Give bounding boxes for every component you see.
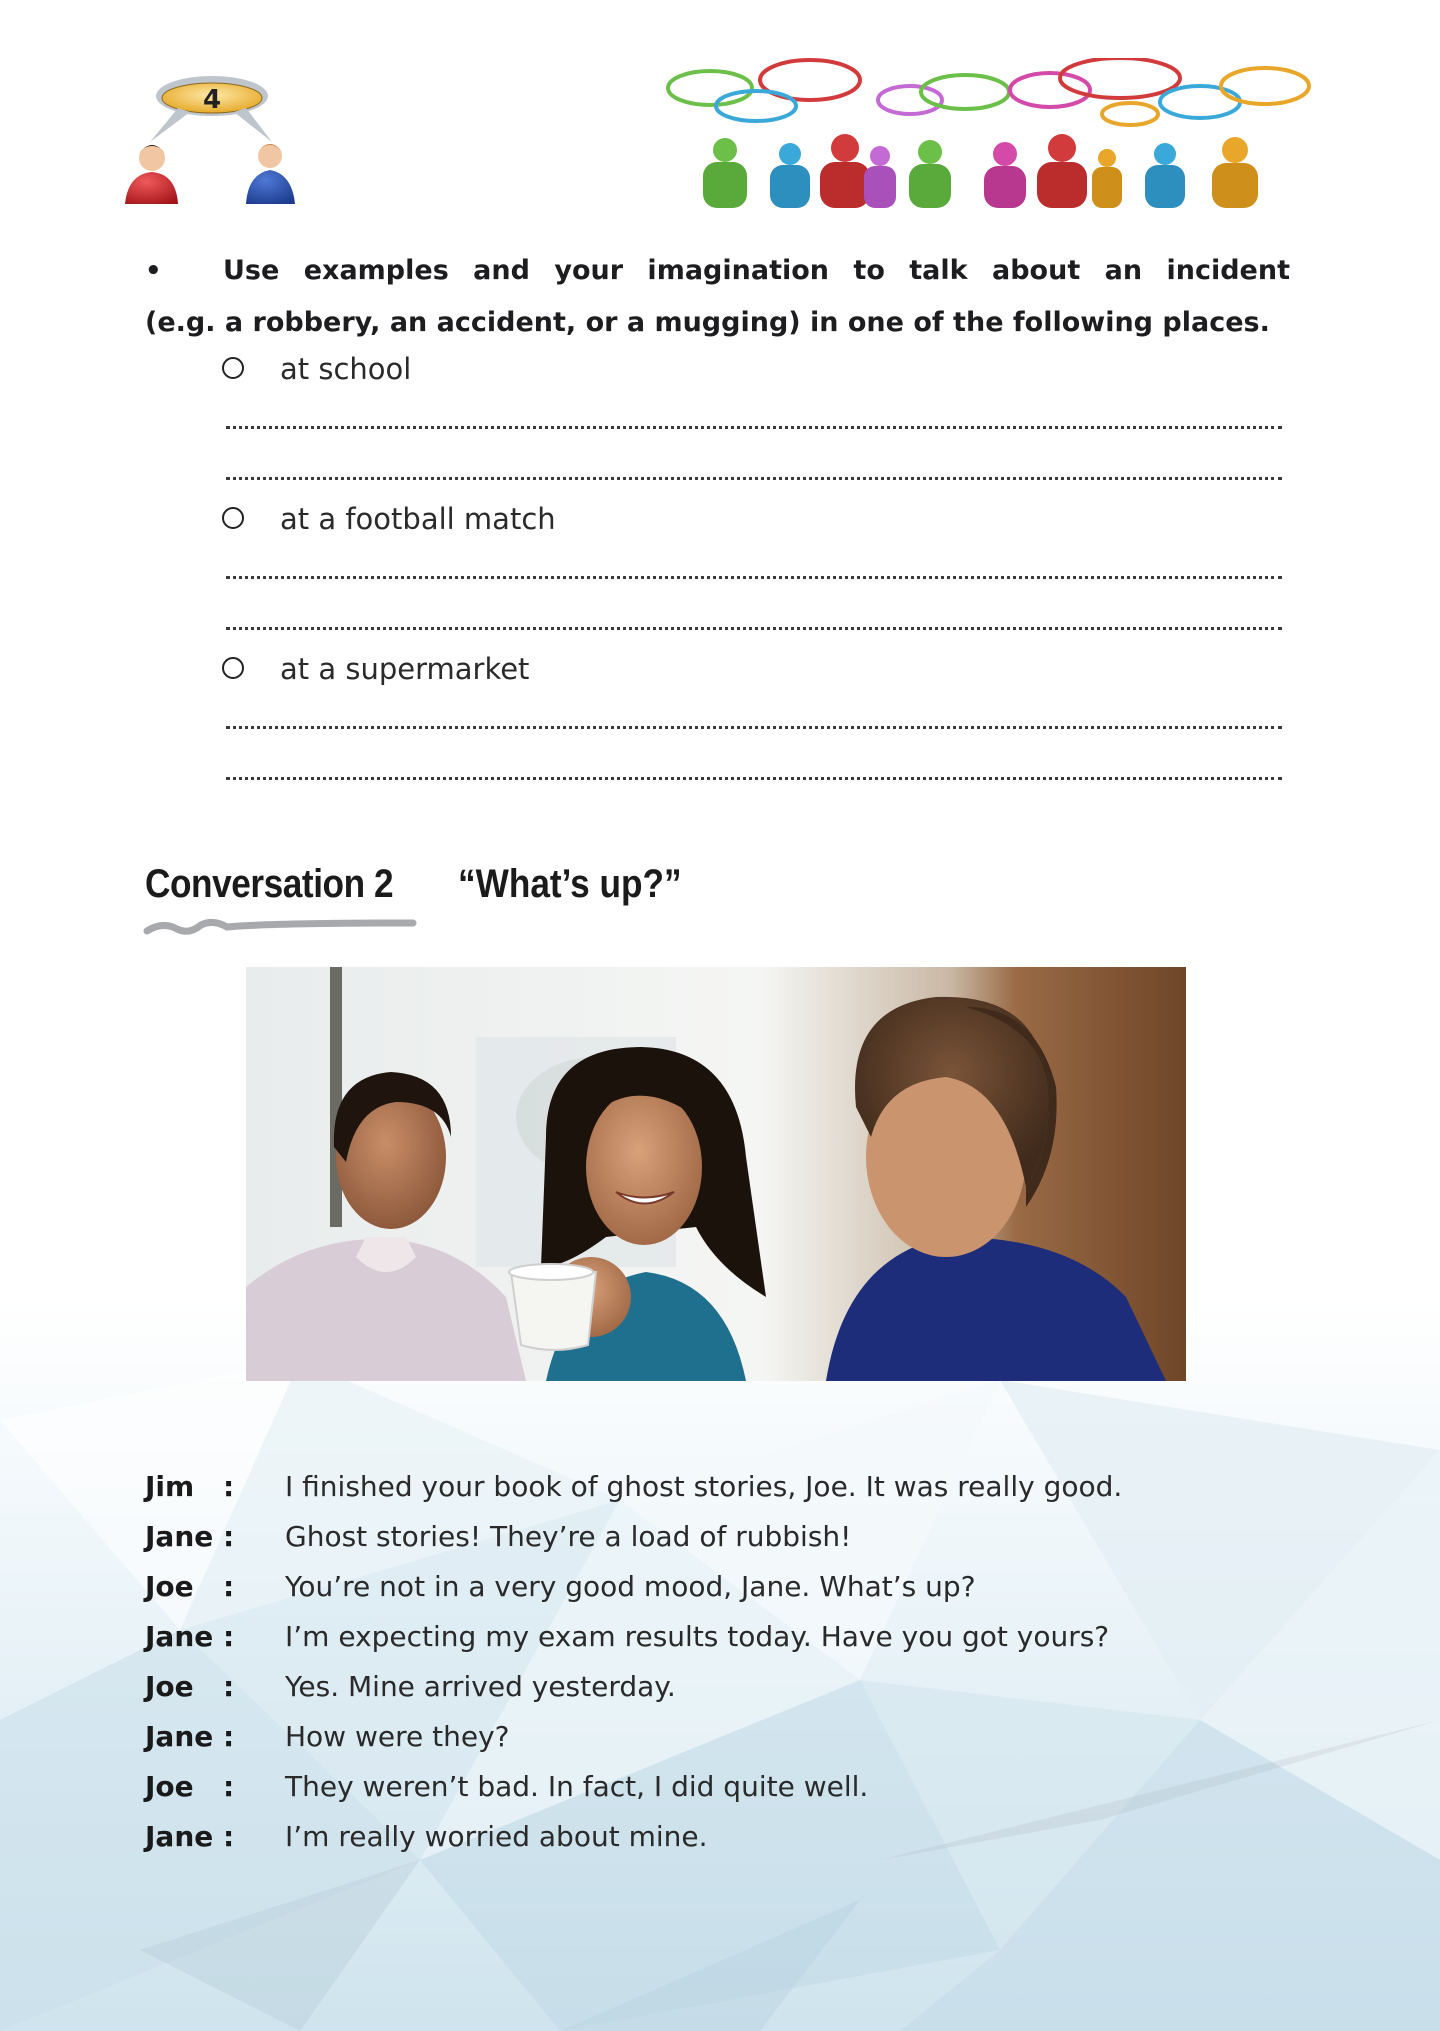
answer-line[interactable] <box>226 576 1282 579</box>
speaker-colon: : <box>223 1670 235 1703</box>
speaker-colon: : <box>223 1520 235 1553</box>
conversation-title: Conversation 2 <box>145 862 394 906</box>
option-at-football-match <box>222 502 556 536</box>
answer-line[interactable] <box>226 726 1282 729</box>
speaker-name: Jane <box>145 1520 214 1553</box>
speaker-colon: : <box>223 1770 235 1803</box>
speaker-colon: : <box>223 1470 235 1503</box>
option-at-supermarket <box>222 652 529 686</box>
option-label: at a supermarket <box>280 652 530 686</box>
speaker-name: Joe <box>145 1770 194 1803</box>
dialogue-line: I’m really worried about mine. <box>285 1820 708 1853</box>
conversation-subtitle: “What’s up?” <box>458 862 682 906</box>
instruction-line-1-text: Use examples and your imagination to talk about an incident <box>223 255 1290 286</box>
dialogue-line: They weren’t bad. In fact, I did quite well. <box>285 1770 869 1803</box>
option-label: at a football match <box>280 502 556 536</box>
dialogue-line: Ghost stories! They’re a load of rubbish! <box>285 1520 852 1553</box>
speaker-name: Jane <box>145 1820 214 1853</box>
answer-line[interactable] <box>226 777 1282 780</box>
speaker-name: Jane <box>145 1620 214 1653</box>
speaker-colon: : <box>223 1620 235 1653</box>
instruction-paragraph <box>145 245 1290 348</box>
speaker-name: Jane <box>145 1720 214 1753</box>
conversation-badge-icon <box>120 66 305 206</box>
circle-bullet-icon <box>222 507 244 529</box>
conversation-photo <box>246 967 1186 1381</box>
circle-bullet-icon <box>222 657 244 679</box>
speaker-name: Joe <box>145 1670 194 1703</box>
dialogue-line: How were they? <box>285 1720 510 1753</box>
speaker-colon: : <box>223 1570 235 1603</box>
speaker-name: Jim <box>145 1470 195 1503</box>
dialogue-line: I finished your book of ghost stories, Joe. It was really good. <box>285 1470 1123 1503</box>
dialogue-line: I’m expecting my exam results today. Have you got yours? <box>285 1620 1110 1653</box>
answer-line[interactable] <box>226 627 1282 630</box>
speaker-colon: : <box>223 1820 235 1853</box>
option-label: at school <box>280 352 412 386</box>
bullet-icon: • <box>145 256 162 286</box>
instruction-line-1 <box>145 245 1290 297</box>
answer-line[interactable] <box>226 426 1282 429</box>
crowd-speech-bubbles-illustration <box>660 58 1315 208</box>
dialogue-line: You’re not in a very good mood, Jane. What’s up? <box>285 1570 976 1603</box>
instruction-line-2: (e.g. a robbery, an accident, or a mugging) in one of the following places. <box>145 307 1270 338</box>
dialogue-line: Yes. Mine arrived yesterday. <box>285 1670 676 1703</box>
option-at-school <box>222 352 411 386</box>
speaker-colon: : <box>223 1720 235 1753</box>
badge-number: 4 <box>202 85 222 115</box>
title-underline-squiggle <box>143 915 418 941</box>
answer-line[interactable] <box>226 477 1282 480</box>
circle-bullet-icon <box>222 357 244 379</box>
speaker-name: Joe <box>145 1570 194 1603</box>
